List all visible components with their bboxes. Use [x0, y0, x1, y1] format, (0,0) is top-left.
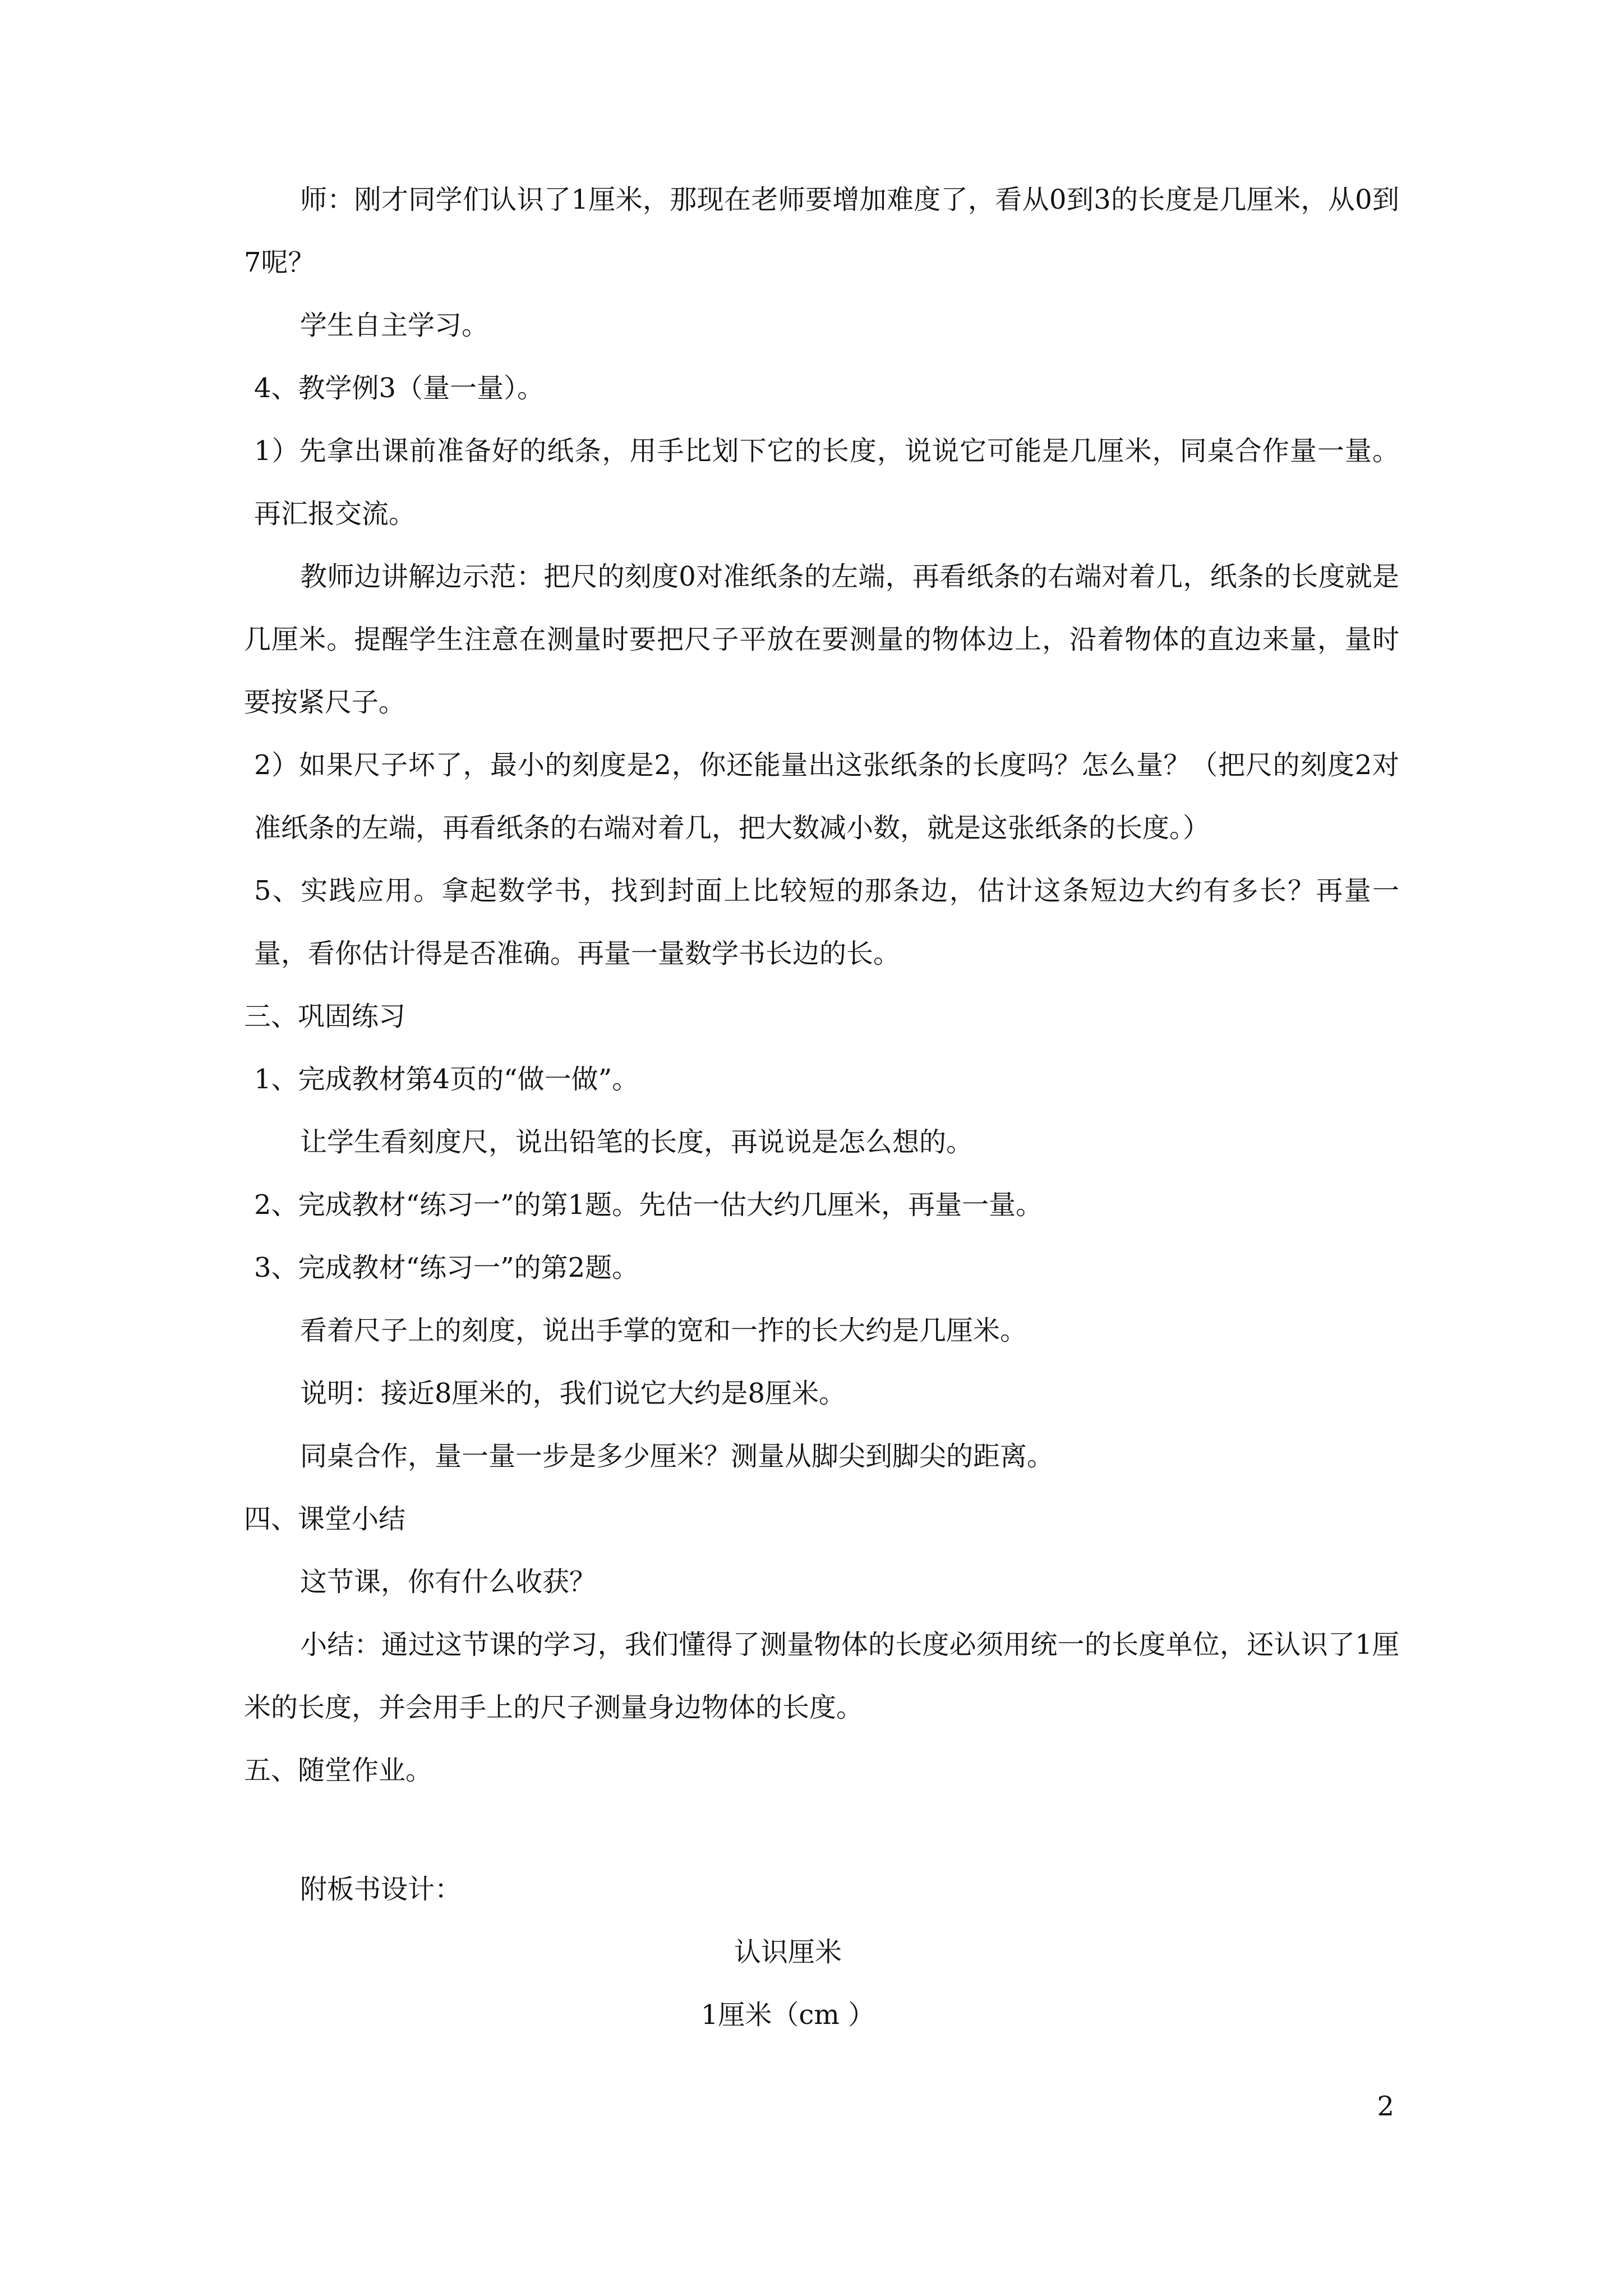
list-item: 2、完成教材“练习一”的第1题。先估一估大约几厘米，再量一量。 — [254, 1189, 1043, 1221]
document-body — [244, 168, 1399, 2046]
list-item: 4、教学例3（量一量）。 — [254, 372, 545, 404]
section-heading: 三、巩固练习 — [244, 1001, 406, 1032]
list-item: 1、完成教材第4页的“做一做”。 — [254, 1064, 639, 1095]
blank-space — [244, 1802, 1399, 1858]
paragraph: 这节课，你有什么收获？ — [300, 1566, 597, 1598]
paragraph: 师：刚才同学们认识了1厘米，那现在老师要增加难度了，看从0到3的长度是几厘米，从0到7呢？ — [244, 184, 1399, 278]
list-item: 1）先拿出课前准备好的纸条，用手比划下它的长度，说说它可能是几厘米，同桌合作量一量。再汇报交流。 — [254, 435, 1399, 530]
page-number: 2 — [1377, 2091, 1394, 2122]
paragraph: 教师边讲解边示范：把尺的刻度0对准纸条的左端，再看纸条的右端对着几，纸条的长度就是几厘米。提醒学生注意在测量时要把尺子平放在要测量的物体边上，沿着物体的直边来量，量时要按紧尺子。 — [244, 561, 1399, 718]
list-item: 5、实践应用。拿起数学书，找到封面上比较短的那条边，估计这条短边大约有多长？再量一量，看你估计得是否准确。再量一量数学书长边的长。 — [254, 875, 1399, 969]
paragraph: 同桌合作，量一量一步是多少厘米？测量从脚尖到脚尖的距离。 — [300, 1441, 1054, 1472]
paragraph: 看着尺子上的刻度，说出手掌的宽和一拃的长大约是几厘米。 — [300, 1315, 1027, 1346]
board-title: 认识厘米 — [734, 1936, 842, 1968]
board-design-heading: 附板书设计： — [300, 1874, 462, 1905]
list-item: 2）如果尺子坏了，最小的刻度是2，你还能量出这张纸条的长度吗？怎么量？（把尺的刻度2对准纸条的左端，再看纸条的右端对着几，把大数减小数，就是这张纸条的长度。） — [254, 749, 1399, 844]
paragraph: 学生自主学习。 — [300, 310, 489, 341]
paragraph: 小结：通过这节课的学习，我们懂得了测量物体的长度必须用统一的长度单位，还认识了1厘米的长度，并会用手上的尺子测量身边物体的长度。 — [244, 1629, 1399, 1723]
list-item: 3、完成教材“练习一”的第2题。 — [254, 1252, 639, 1283]
paragraph: 说明：接近8厘米的，我们说它大约是8厘米。 — [300, 1378, 846, 1409]
section-heading: 五、随堂作业。 — [244, 1755, 433, 1786]
paragraph: 让学生看刻度尺，说出铅笔的长度，再说说是怎么想的。 — [300, 1126, 974, 1158]
board-line: 1厘米（cm ） — [700, 1999, 875, 2031]
section-heading: 四、课堂小结 — [244, 1503, 406, 1535]
